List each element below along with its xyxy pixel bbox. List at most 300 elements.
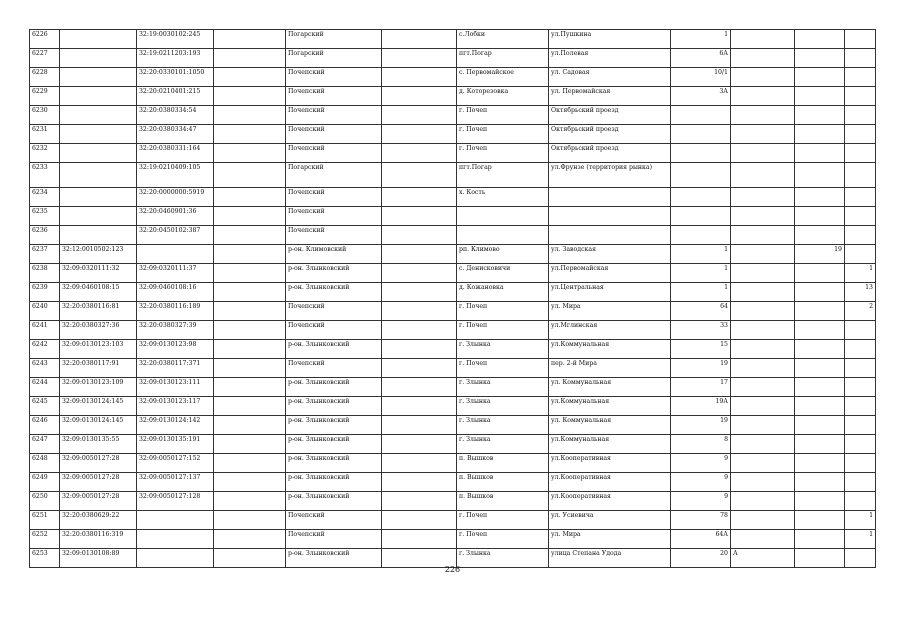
house-number-cell: 1 — [671, 283, 731, 302]
table-row — [30, 144, 876, 163]
house-number-cell: 19А — [671, 397, 731, 416]
district-cell: р-он. Климовский — [286, 245, 382, 264]
cadastral-number-cell: 32:09:0130123:111 — [137, 378, 214, 397]
house-number-cell — [671, 125, 731, 144]
empty-cell-cell — [214, 454, 286, 473]
old-cadastral-number-cell: 32:09:0130124:145 — [60, 416, 137, 435]
street-cell: ул. Коммунальная — [549, 416, 671, 435]
locality-cell: рп. Климово — [457, 245, 549, 264]
extra-value-2-cell — [845, 416, 876, 435]
cadastral-number-cell: 32:19:0210409:105 — [137, 163, 214, 188]
extra-value-2-cell — [845, 226, 876, 245]
extra-value-2-cell — [845, 125, 876, 144]
district-cell: Погарский — [286, 163, 382, 188]
table-row — [30, 87, 876, 106]
empty-cell-cell — [214, 473, 286, 492]
extra-value-cell: 19 — [795, 245, 845, 264]
house-number-cell: 19 — [671, 416, 731, 435]
empty-cell-cell — [214, 321, 286, 340]
extra-value-2-cell: 2 — [845, 302, 876, 321]
house-number-cell: 15 — [671, 340, 731, 359]
table-row — [30, 207, 876, 226]
row-number-cell: 6242 — [30, 340, 60, 359]
street-cell: ул.Пушкина — [549, 30, 671, 49]
old-cadastral-number-cell — [60, 49, 137, 68]
building-letter-cell — [731, 188, 795, 207]
street-cell: ул. Мира — [549, 530, 671, 549]
house-number-cell — [671, 163, 731, 188]
cadastral-number-cell: 32:19:0211203:193 — [137, 49, 214, 68]
empty-cell-cell — [214, 435, 286, 454]
row-number-cell: 6235 — [30, 207, 60, 226]
empty-cell-cell — [382, 188, 457, 207]
table-row — [30, 321, 876, 340]
locality-cell: г. Злынка — [457, 340, 549, 359]
locality-cell: г. Злынка — [457, 397, 549, 416]
table-row — [30, 530, 876, 549]
extra-value-cell — [795, 340, 845, 359]
extra-value-cell — [795, 144, 845, 163]
row-number-cell: 6232 — [30, 144, 60, 163]
row-number-cell: 6230 — [30, 106, 60, 125]
row-number-cell: 6243 — [30, 359, 60, 378]
building-letter-cell — [731, 378, 795, 397]
locality-cell: г. Почеп — [457, 530, 549, 549]
old-cadastral-number-cell — [60, 207, 137, 226]
building-letter-cell — [731, 359, 795, 378]
old-cadastral-number-cell — [60, 106, 137, 125]
empty-cell-cell — [214, 207, 286, 226]
locality-cell: г. Почеп — [457, 321, 549, 340]
extra-value-cell — [795, 321, 845, 340]
house-number-cell — [671, 188, 731, 207]
empty-cell-cell — [382, 163, 457, 188]
old-cadastral-number-cell: 32:20:0380116:319 — [60, 530, 137, 549]
empty-cell-cell — [214, 340, 286, 359]
building-letter-cell — [731, 435, 795, 454]
house-number-cell: 9 — [671, 473, 731, 492]
street-cell — [549, 226, 671, 245]
district-cell: Почепский — [286, 87, 382, 106]
house-number-cell: 9 — [671, 454, 731, 473]
street-cell: ул.Кооперативная — [549, 492, 671, 511]
row-number-cell: 6249 — [30, 473, 60, 492]
street-cell: Октябрьский проезд — [549, 125, 671, 144]
table-row — [30, 106, 876, 125]
empty-cell-cell — [382, 378, 457, 397]
extra-value-2-cell: 1 — [845, 530, 876, 549]
house-number-cell: 78 — [671, 511, 731, 530]
empty-cell-cell — [382, 87, 457, 106]
building-letter-cell — [731, 207, 795, 226]
row-number-cell: 6240 — [30, 302, 60, 321]
row-number-cell: 6227 — [30, 49, 60, 68]
house-number-cell: 1 — [671, 245, 731, 264]
empty-cell-cell — [214, 68, 286, 87]
row-number-cell: 6241 — [30, 321, 60, 340]
building-letter-cell: А — [731, 549, 795, 568]
empty-cell-cell — [382, 207, 457, 226]
street-cell: ул.Первомайская — [549, 264, 671, 283]
row-number-cell: 6238 — [30, 264, 60, 283]
street-cell: ул. Первомайская — [549, 87, 671, 106]
old-cadastral-number-cell — [60, 68, 137, 87]
extra-value-2-cell — [845, 473, 876, 492]
district-cell: Почепский — [286, 511, 382, 530]
street-cell: ул. Садовая — [549, 68, 671, 87]
empty-cell-cell — [382, 302, 457, 321]
extra-value-cell — [795, 207, 845, 226]
locality-cell: г. Почеп — [457, 144, 549, 163]
extra-value-cell — [795, 378, 845, 397]
extra-value-2-cell — [845, 454, 876, 473]
locality-cell: с.Лобки — [457, 30, 549, 49]
empty-cell-cell — [382, 492, 457, 511]
locality-cell — [457, 226, 549, 245]
cadastral-number-cell: 32:09:0460108:16 — [137, 283, 214, 302]
building-letter-cell — [731, 30, 795, 49]
old-cadastral-number-cell: 32:09:0460108:15 — [60, 283, 137, 302]
district-cell: р-он. Злынковский — [286, 492, 382, 511]
district-cell: Погарский — [286, 49, 382, 68]
extra-value-cell — [795, 226, 845, 245]
row-number-cell: 6250 — [30, 492, 60, 511]
row-number-cell: 6237 — [30, 245, 60, 264]
building-letter-cell — [731, 416, 795, 435]
extra-value-2-cell — [845, 435, 876, 454]
table-row — [30, 226, 876, 245]
house-number-cell: 8 — [671, 435, 731, 454]
empty-cell-cell — [382, 30, 457, 49]
district-cell: р-он. Злынковский — [286, 435, 382, 454]
extra-value-2-cell — [845, 30, 876, 49]
house-number-cell: 19 — [671, 359, 731, 378]
empty-cell-cell — [214, 530, 286, 549]
locality-cell: пгт.Погар — [457, 163, 549, 188]
building-letter-cell — [731, 106, 795, 125]
old-cadastral-number-cell — [60, 125, 137, 144]
district-cell: Почепский — [286, 530, 382, 549]
row-number-cell: 6247 — [30, 435, 60, 454]
street-cell: ул.Мглинская — [549, 321, 671, 340]
street-cell: ул. Усиевича — [549, 511, 671, 530]
street-cell: ул. Заводская — [549, 245, 671, 264]
extra-value-cell — [795, 435, 845, 454]
old-cadastral-number-cell — [60, 226, 137, 245]
street-cell: ул.Кооперативная — [549, 473, 671, 492]
old-cadastral-number-cell: 32:09:0050127:28 — [60, 492, 137, 511]
locality-cell: с. Денисковичи — [457, 264, 549, 283]
empty-cell-cell — [382, 68, 457, 87]
cadastral-number-cell: 32:09:0320111:37 — [137, 264, 214, 283]
empty-cell-cell — [382, 106, 457, 125]
cadastral-number-cell: 32:20:0380116:189 — [137, 302, 214, 321]
empty-cell-cell — [382, 49, 457, 68]
row-number-cell: 6251 — [30, 511, 60, 530]
building-letter-cell — [731, 530, 795, 549]
empty-cell-cell — [214, 397, 286, 416]
street-cell: пер. 2-й Мира — [549, 359, 671, 378]
building-letter-cell — [731, 87, 795, 106]
row-number-cell: 6248 — [30, 454, 60, 473]
cadastral-number-cell: 32:09:0050127:137 — [137, 473, 214, 492]
building-letter-cell — [731, 163, 795, 188]
building-letter-cell — [731, 264, 795, 283]
street-cell: улица Степана Удода — [549, 549, 671, 568]
extra-value-cell — [795, 492, 845, 511]
locality-cell: г. Злынка — [457, 378, 549, 397]
district-cell: р-он. Злынковский — [286, 454, 382, 473]
extra-value-cell — [795, 283, 845, 302]
empty-cell-cell — [214, 245, 286, 264]
building-letter-cell — [731, 340, 795, 359]
cadastral-number-cell: 32:09:0130123:117 — [137, 397, 214, 416]
house-number-cell: 20 — [671, 549, 731, 568]
table-row — [30, 416, 876, 435]
cadastral-number-cell: 32:09:0050127:152 — [137, 454, 214, 473]
house-number-cell: 33 — [671, 321, 731, 340]
street-cell: Октябрьский проезд — [549, 144, 671, 163]
registry-table — [29, 29, 876, 568]
extra-value-2-cell: 1 — [845, 264, 876, 283]
row-number-cell: 6229 — [30, 87, 60, 106]
empty-cell-cell — [382, 454, 457, 473]
empty-cell-cell — [382, 416, 457, 435]
row-number-cell: 6226 — [30, 30, 60, 49]
table-row — [30, 302, 876, 321]
old-cadastral-number-cell: 32:09:0130123:109 — [60, 378, 137, 397]
old-cadastral-number-cell — [60, 144, 137, 163]
building-letter-cell — [731, 397, 795, 416]
district-cell: Почепский — [286, 359, 382, 378]
district-cell: р-он. Злынковский — [286, 416, 382, 435]
empty-cell-cell — [214, 359, 286, 378]
cadastral-number-cell: 32:20:0380327:39 — [137, 321, 214, 340]
empty-cell-cell — [382, 144, 457, 163]
table-row — [30, 49, 876, 68]
locality-cell: г. Злынка — [457, 416, 549, 435]
cadastral-number-cell: 32:09:0130123:98 — [137, 340, 214, 359]
cadastral-number-cell: 32:20:0380334:54 — [137, 106, 214, 125]
page-number: 226 — [444, 565, 461, 574]
old-cadastral-number-cell: 32:09:0050127:28 — [60, 473, 137, 492]
row-number-cell: 6244 — [30, 378, 60, 397]
table-row — [30, 511, 876, 530]
extra-value-2-cell — [845, 144, 876, 163]
empty-cell-cell — [214, 188, 286, 207]
empty-cell-cell — [214, 302, 286, 321]
district-cell: р-он. Злынковский — [286, 378, 382, 397]
table-row — [30, 378, 876, 397]
building-letter-cell — [731, 68, 795, 87]
empty-cell-cell — [214, 87, 286, 106]
row-number-cell: 6228 — [30, 68, 60, 87]
empty-cell-cell — [214, 378, 286, 397]
extra-value-cell — [795, 454, 845, 473]
empty-cell-cell — [214, 264, 286, 283]
building-letter-cell — [731, 49, 795, 68]
empty-cell-cell — [382, 283, 457, 302]
extra-value-cell — [795, 473, 845, 492]
table-row — [30, 340, 876, 359]
old-cadastral-number-cell — [60, 163, 137, 188]
old-cadastral-number-cell — [60, 30, 137, 49]
extra-value-cell — [795, 302, 845, 321]
old-cadastral-number-cell: 32:09:0130123:103 — [60, 340, 137, 359]
house-number-cell — [671, 144, 731, 163]
house-number-cell: 64А — [671, 530, 731, 549]
old-cadastral-number-cell: 32:20:0380629:22 — [60, 511, 137, 530]
empty-cell-cell — [214, 106, 286, 125]
empty-cell-cell — [382, 245, 457, 264]
row-number-cell: 6246 — [30, 416, 60, 435]
extra-value-2-cell — [845, 340, 876, 359]
building-letter-cell — [731, 283, 795, 302]
old-cadastral-number-cell: 32:09:0320111:32 — [60, 264, 137, 283]
row-number-cell: 6233 — [30, 163, 60, 188]
old-cadastral-number-cell — [60, 87, 137, 106]
house-number-cell — [671, 226, 731, 245]
old-cadastral-number-cell: 32:09:0130124:145 — [60, 397, 137, 416]
table-body — [30, 30, 876, 568]
cadastral-number-cell: 32:20:0380117:371 — [137, 359, 214, 378]
district-cell: р-он. Злынковский — [286, 283, 382, 302]
cadastral-number-cell: 32:09:0130124:142 — [137, 416, 214, 435]
cadastral-number-cell: 32:20:0380334:47 — [137, 125, 214, 144]
building-letter-cell — [731, 473, 795, 492]
district-cell: р-он. Злынковский — [286, 549, 382, 568]
empty-cell-cell — [214, 30, 286, 49]
district-cell: р-он. Злынковский — [286, 397, 382, 416]
extra-value-cell — [795, 530, 845, 549]
locality-cell: г. Почеп — [457, 359, 549, 378]
extra-value-cell — [795, 397, 845, 416]
empty-cell-cell — [214, 416, 286, 435]
old-cadastral-number-cell: 32:09:0130108:89 — [60, 549, 137, 568]
extra-value-2-cell — [845, 492, 876, 511]
table-row — [30, 30, 876, 49]
locality-cell: г. Почеп — [457, 511, 549, 530]
cadastral-number-cell — [137, 530, 214, 549]
table-row — [30, 163, 876, 188]
district-cell: р-он. Злынковский — [286, 340, 382, 359]
empty-cell-cell — [382, 511, 457, 530]
district-cell: Почепский — [286, 144, 382, 163]
old-cadastral-number-cell: 32:12:0010502:123 — [60, 245, 137, 264]
empty-cell-cell — [382, 397, 457, 416]
house-number-cell: 10/1 — [671, 68, 731, 87]
extra-value-2-cell — [845, 163, 876, 188]
cadastral-number-cell: 32:19:0030102:245 — [137, 30, 214, 49]
house-number-cell — [671, 106, 731, 125]
cadastral-number-cell: 32:20:0460901:36 — [137, 207, 214, 226]
old-cadastral-number-cell: 32:09:0050127:28 — [60, 454, 137, 473]
extra-value-cell — [795, 416, 845, 435]
district-cell: Почепский — [286, 106, 382, 125]
cadastral-number-cell: 32:20:0380331:164 — [137, 144, 214, 163]
extra-value-2-cell — [845, 68, 876, 87]
house-number-cell — [671, 207, 731, 226]
old-cadastral-number-cell — [60, 188, 137, 207]
extra-value-cell — [795, 125, 845, 144]
row-number-cell: 6239 — [30, 283, 60, 302]
house-number-cell: 9 — [671, 492, 731, 511]
district-cell: Почепский — [286, 321, 382, 340]
street-cell: ул.Коммунальная — [549, 340, 671, 359]
extra-value-cell — [795, 264, 845, 283]
house-number-cell: 64 — [671, 302, 731, 321]
old-cadastral-number-cell: 32:09:0130135:55 — [60, 435, 137, 454]
extra-value-2-cell — [845, 321, 876, 340]
empty-cell-cell — [214, 492, 286, 511]
locality-cell: пгт.Погар — [457, 49, 549, 68]
house-number-cell: 1 — [671, 30, 731, 49]
locality-cell: п. Вышков — [457, 454, 549, 473]
extra-value-cell — [795, 188, 845, 207]
cadastral-number-cell: 32:20:0330101:1050 — [137, 68, 214, 87]
district-cell: р-он. Злынковский — [286, 264, 382, 283]
empty-cell-cell — [382, 530, 457, 549]
old-cadastral-number-cell: 32:20:0380117:91 — [60, 359, 137, 378]
extra-value-cell — [795, 30, 845, 49]
district-cell: Погарский — [286, 30, 382, 49]
street-cell: ул.Полевая — [549, 49, 671, 68]
street-cell: ул. Коммунальная — [549, 378, 671, 397]
cadastral-number-cell: 32:20:0450102:387 — [137, 226, 214, 245]
empty-cell-cell — [382, 321, 457, 340]
empty-cell-cell — [214, 125, 286, 144]
extra-value-2-cell — [845, 87, 876, 106]
row-number-cell: 6252 — [30, 530, 60, 549]
district-cell: Почепский — [286, 125, 382, 144]
locality-cell: г. Почеп — [457, 302, 549, 321]
empty-cell-cell — [382, 226, 457, 245]
table-row — [30, 435, 876, 454]
district-cell: р-он. Злынковский — [286, 473, 382, 492]
building-letter-cell — [731, 454, 795, 473]
extra-value-2-cell: 13 — [845, 283, 876, 302]
empty-cell-cell — [214, 163, 286, 188]
locality-cell: п. Вышков — [457, 473, 549, 492]
empty-cell-cell — [382, 473, 457, 492]
empty-cell-cell — [214, 283, 286, 302]
extra-value-cell — [795, 163, 845, 188]
extra-value-2-cell — [845, 207, 876, 226]
building-letter-cell — [731, 302, 795, 321]
district-cell: Почепский — [286, 302, 382, 321]
table-row — [30, 359, 876, 378]
building-letter-cell — [731, 492, 795, 511]
house-number-cell: 3А — [671, 87, 731, 106]
extra-value-cell — [795, 511, 845, 530]
empty-cell-cell — [214, 511, 286, 530]
cadastral-number-cell: 32:09:0050127:128 — [137, 492, 214, 511]
extra-value-cell — [795, 49, 845, 68]
extra-value-2-cell — [845, 49, 876, 68]
row-number-cell: 6253 — [30, 549, 60, 568]
street-cell: ул.Фрунзе (территория рынка) — [549, 163, 671, 188]
locality-cell — [457, 207, 549, 226]
street-cell: ул. Мира — [549, 302, 671, 321]
table-row — [30, 264, 876, 283]
empty-cell-cell — [214, 144, 286, 163]
building-letter-cell — [731, 245, 795, 264]
table-row — [30, 283, 876, 302]
street-cell: Октябрьский проезд — [549, 106, 671, 125]
house-number-cell: 1 — [671, 264, 731, 283]
locality-cell: д. Котоpезовка — [457, 87, 549, 106]
table-row — [30, 68, 876, 87]
